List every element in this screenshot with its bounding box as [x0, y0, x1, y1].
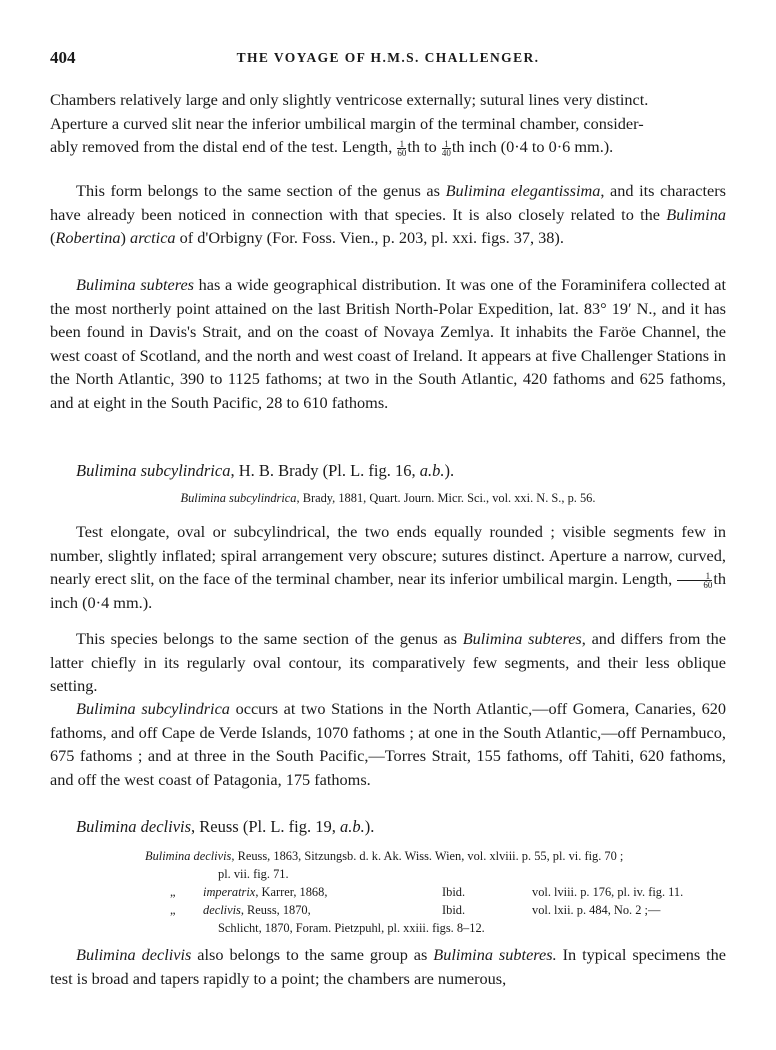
- synonym-row: Bulimina declivis, Reuss, 1863, Sitzungsb. d. k. Ak. Wiss. Wien, vol. xlviii. p. 55, pl. vi. fig. 70 ;: [145, 849, 624, 863]
- ditto-mark: „: [170, 885, 176, 899]
- fraction: $\frac{1}{40}$: [441, 138, 451, 158]
- synonym-row-continued: Schlicht, 1870, Foram. Pietzpuhl, pl. xxiii. figs. 8–12.: [218, 921, 485, 935]
- paragraph-subcylindrica-occurrence: Bulimina subcylindrica occurs at two Stations in the North Atlantic,—off Gomera, Canaries, 620 fathoms, and off Cape de Verde Islands, 1070 fathoms ; at one in the South Atlantic,—off Pernambuco, 675 fathoms ; and at three in the South Pacific,—Torres Strait, 155 fathoms, off Tahiti, 620 fathoms, and off the west coast of Patagonia, 175 fathoms.: [50, 699, 727, 789]
- ibid-label: Ibid.: [442, 885, 466, 899]
- paragraph-form: This form belongs to the same section of the genus as Bulimina elegantissima, and its characters have already been noticed in connection with that species. It is also closely related to the Bulimina (Robertina) arctica of d'Orbigny (For. Foss. Vien., p. 203, pl. xxi. figs. 37, 38).: [50, 181, 727, 248]
- synonym-row-continued: pl. vii. fig. 71.: [218, 867, 289, 881]
- fraction: $\frac{1}{60}$: [677, 572, 712, 589]
- paragraph-subteres-distribution: Bulimina subteres has a wide geographical distribution. It was one of the Foraminifera collected at the most northerly point attained on the last British North-Polar Expedition, lat. 83° 19′ N., and it has been found in Davis's Strait, and on the coast of Novaya Zemlya. It inhabits the Faröe Channel, the west coast of Scotland, and the north and west coast of Ireland. It appears at five Challenger Stations in the North Atlantic, 390 to 1125 fathoms; at two in the South Atlantic, 420 fathoms and 625 fathoms, and at eight in the South Pacific, 28 to 610 fathoms.: [50, 275, 726, 412]
- text-line: Chambers relatively large and only slightly ventricose externally; sutural lines very distinct.: [50, 90, 649, 109]
- synonymy-subcylindrica: Bulimina subcylindrica, Brady, 1881, Quart. Journ. Micr. Sci., vol. xxi. N. S., p. 56.: [180, 491, 596, 505]
- paragraph-declivis: Bulimina declivis also belongs to the same group as Bulimina subteres. In typical specimens the test is broad and tapers rapidly to a point; the chambers are numerous,: [50, 945, 726, 988]
- ditto-mark: „: [170, 903, 176, 917]
- synonym-row: imperatrix, Karrer, 1868,: [203, 885, 328, 899]
- paragraph-species-section: This species belongs to the same section of the genus as Bulimina subteres, and differs from the latter chiefly in its regularly oval contour, its comparatively few segments, and their less oblique setting.: [50, 629, 726, 696]
- species-heading-subcylindrica: Bulimina subcylindrica, H. B. Brady (Pl. L. fig. 16, a.b.).: [76, 461, 455, 480]
- text-line: ably removed from the distal end of the test. Length, $\frac{1}{60}$ th to $\frac{1}{40}$ th inch (0·4 to 0·6 mm.).: [50, 137, 614, 158]
- text-line: Aperture a curved slit near the inferior umbilical margin of the terminal chamber, consider-: [50, 113, 644, 133]
- fraction: $\frac{1}{60}$: [397, 138, 407, 158]
- species-heading-declivis: Bulimina declivis, Reuss (Pl. L. fig. 19, a.b.).: [76, 817, 375, 836]
- synonym-row: declivis, Reuss, 1870,: [203, 903, 311, 917]
- synonym-reference: vol. lxii. p. 484, No. 2 ;—: [532, 903, 661, 917]
- page-number: 404: [50, 48, 76, 67]
- ibid-label: Ibid.: [442, 903, 466, 917]
- paragraph-test-description: Test elongate, oval or subcylindrical, the two ends equally rounded ; visible segments few in number, slightly inflated; spiral arrangement very obscure; sutures distinct. Aperture a narrow, curved, nearly erect slit, on the face of the terminal chamber, near its inferior umbilical margin. Length, $\frac{1}{60}$ th inch (0·4 mm.).: [50, 522, 726, 612]
- page-header: [50, 48, 726, 70]
- paragraph-chambers: [50, 88, 726, 159]
- running-title: THE VOYAGE OF H.M.S. CHALLENGER.: [236, 50, 540, 65]
- synonym-reference: vol. lviii. p. 176, pl. iv. fig. 11.: [532, 885, 684, 899]
